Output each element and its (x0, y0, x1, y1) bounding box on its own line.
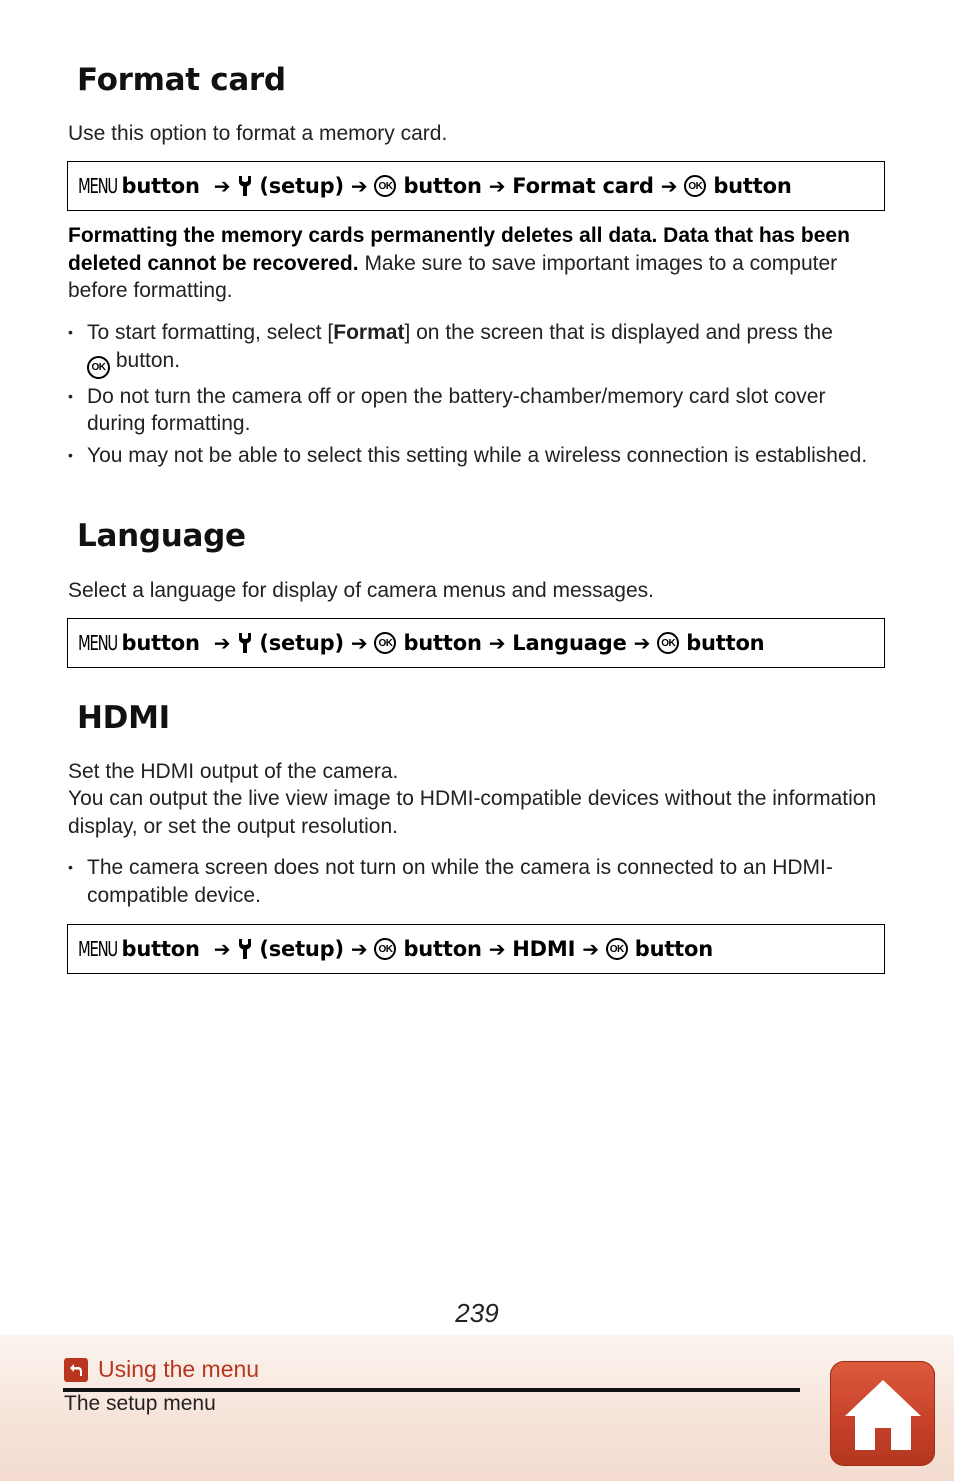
language-menu-path (67, 618, 885, 668)
list-item (68, 319, 888, 379)
note-bold-text: Format (333, 321, 405, 344)
section-title-language: Language (77, 518, 246, 554)
format-card-menu-path (67, 161, 885, 211)
ok-button-icon: OK (684, 175, 706, 197)
path-button-label: button (713, 174, 792, 198)
arrow-right-icon: ➔ (488, 937, 506, 961)
wrench-icon (237, 938, 253, 960)
list-item: • Do not turn the camera off or open the battery-chamber/memory card slot cover during formatting. (68, 383, 888, 438)
list-item: • The camera screen does not turn on while the camera is connected to an HDMI-compatible device. (68, 854, 888, 909)
path-button-label: button (403, 174, 482, 198)
section-title-hdmi: HDMI (77, 700, 170, 736)
wrench-icon (237, 632, 253, 654)
arrow-right-icon: ➔ (350, 174, 368, 198)
home-button[interactable] (830, 1361, 935, 1466)
arrow-right-icon: ➔ (213, 631, 231, 655)
arrow-right-icon: ➔ (350, 937, 368, 961)
arrow-right-icon: ➔ (660, 174, 678, 198)
home-icon (841, 1374, 925, 1454)
path-button-label: button (121, 174, 200, 198)
menu-button-icon: MENU (78, 937, 117, 961)
menu-button-icon: MENU (78, 631, 117, 655)
path-button-label: button (403, 631, 482, 655)
arrow-right-icon: ➔ (488, 174, 506, 198)
path-button-label: button (121, 937, 200, 961)
wrench-icon (237, 175, 253, 197)
arrow-right-icon: ➔ (213, 174, 231, 198)
arrow-right-icon: ➔ (582, 937, 599, 961)
warning-rest-text: Make sure to save important images to a computer before formatting. (68, 251, 838, 302)
note-text: button. (110, 348, 181, 372)
path-setup-label: (setup) (259, 174, 344, 198)
list-item: • You may not be able to select this setting while a wireless connection is established. (68, 442, 888, 470)
path-item-label: Format card (512, 174, 654, 198)
format-card-notes (68, 319, 888, 473)
arrow-right-icon: ➔ (633, 631, 651, 655)
path-setup-label: (setup) (259, 631, 344, 655)
path-item-label: Language (512, 631, 627, 655)
path-button-label: button (121, 631, 200, 655)
warning-bold-text: Formatting the memory cards permanently deletes all data. Data that has been deleted cannot be recovered. (68, 224, 850, 275)
section-title-format-card: Format card (77, 62, 286, 98)
ok-button-icon: OK (657, 632, 679, 654)
section-link-label: Using the menu (98, 1356, 260, 1382)
ok-button-icon: OK (374, 175, 396, 197)
hdmi-intro-2: You can output the live view image to HDMI-compatible devices without the information display, or set the output resolution. (68, 787, 877, 838)
path-item-label: HDMI (512, 937, 576, 961)
back-arrow-icon (64, 1358, 88, 1382)
language-intro: Select a language for display of camera menus and messages. (68, 579, 655, 602)
path-setup-label: (setup) (259, 937, 344, 961)
arrow-right-icon: ➔ (213, 937, 231, 961)
ok-button-icon: OK (87, 356, 110, 379)
arrow-right-icon: ➔ (488, 631, 506, 655)
format-card-intro: Use this option to format a memory card. (68, 122, 448, 145)
hdmi-intro-1: Set the HDMI output of the camera. (68, 760, 399, 783)
note-text: To start formatting, select [ (87, 321, 334, 344)
section-link-using-the-menu[interactable] (64, 1356, 259, 1383)
path-button-label: button (403, 937, 482, 961)
hdmi-menu-path (67, 924, 885, 974)
ok-button-icon: OK (606, 938, 628, 960)
subsection-label: The setup menu (64, 1392, 216, 1415)
format-card-warning (68, 222, 888, 305)
note-text: ] on the screen that is displayed and press the (404, 321, 833, 344)
arrow-right-icon: ➔ (350, 631, 368, 655)
page-number: 239 (455, 1298, 499, 1328)
path-button-label: button (686, 631, 765, 655)
hdmi-notes (68, 854, 888, 913)
path-button-label: button (634, 937, 714, 961)
menu-button-icon: MENU (78, 174, 117, 198)
ok-button-icon: OK (374, 938, 396, 960)
ok-button-icon: OK (374, 632, 396, 654)
